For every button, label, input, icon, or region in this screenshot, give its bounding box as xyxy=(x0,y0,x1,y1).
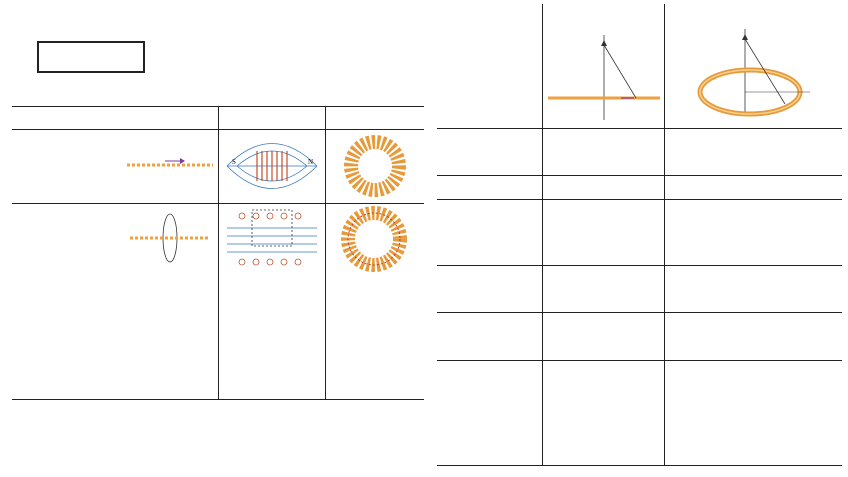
finite-wire-figure xyxy=(546,30,662,125)
chapter-label xyxy=(37,41,145,73)
svg-text:S: S xyxy=(232,158,236,166)
infinite-wire-figure xyxy=(125,155,215,175)
toroid-figure xyxy=(340,133,410,199)
infinite-wire-amperian-loop xyxy=(125,208,215,268)
solenoid-figure xyxy=(222,131,322,201)
solenoid-amperian-loop xyxy=(222,206,322,270)
toroid-amperian-loop xyxy=(336,205,412,273)
svg-text:N: N xyxy=(308,158,314,166)
circular-loop-figure xyxy=(690,24,820,124)
